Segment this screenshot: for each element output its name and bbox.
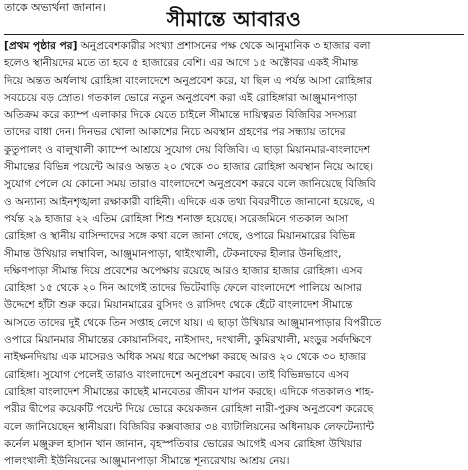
article-line: রোহিঙ্গা ১৫ থেকে ২০ দিন আগেই তাদের ভিটেবাড়ি ফেলে বাংলাদেশে পালিয়ে আসার bbox=[4, 282, 362, 295]
article-line: দিয়ে অন্তত অর্ধলাখ রোহিঙ্গা বাংলাদেশে অনুপ্রবেশ করে, যা ছিল এ পর্যন্ত আসা রোহিঙ্গার bbox=[4, 74, 373, 87]
article-line: রোহিঙ্গা ও স্থানীয় বাসিন্দাদের সঙ্গে কথা বলে জানা গেছে, ওপারে মিয়ানমারের বিভিন্ন bbox=[4, 230, 356, 243]
article-line: সবচেয়ে বড় স্রোত। গতকাল ভোরে নতুন অনুপ্রবেশ করা এই রোহিঙ্গারা আঞ্জুমানপাড়া bbox=[4, 91, 358, 104]
article-line: উদ্দেশে হাঁটা শুরু করে। মিয়ানমারের বুসিদং ও রাসিদং থেকে হেঁটে বাংলাদেশ সীমান্তে bbox=[4, 299, 353, 312]
article-line: দক্ষিণপাড়া সীমান্ত দিয়ে প্রবেশের অপেক্ষায় রয়েছে আরও হাজার হাজার রোহিঙ্গা। এসব bbox=[4, 264, 363, 277]
article-line: কর্নেল মঞ্জুরুল হাসান খান জানান, বৃহস্পতিবার ভোরের আগেই এসব রোহিঙ্গা উখিয়ার bbox=[4, 437, 362, 450]
article-line bbox=[4, 38, 466, 55]
article-line: কুতুপালং ও বালুখালী ক্যাম্পে আশ্রয়ে সুযোগ দেয় বিজিবি। এ ছাড়া মিয়ানমার-বাংলাদেশ bbox=[4, 143, 370, 156]
article-line: পালংখালী ইউনিয়নের আঞ্জুমানপাড়া সীমান্তে শূন্যরেখায় আশ্রয় নেয়। bbox=[4, 455, 290, 468]
article-line: বলে জানিয়েছেন স্থানীয়রা। বিজিবির কক্সবাজার ৩৪ ব্যাটালিয়নের অধিনায়ক লেফটেন্যান্ট bbox=[4, 420, 375, 433]
article-line: তাদের বাধা দেন। দিনভর খোলা আকাশের নিচে অবস্থান গ্রহণের পর সন্ধ্যায় তাদের bbox=[4, 126, 346, 139]
article-line: রোহিঙ্গা বাংলাদেশ সীমান্তের কাছেই মানবেতর জীবন যাপন করছে। এদিকে গতকালও শাহ- bbox=[4, 385, 374, 398]
article-line: সীমান্তের বিভিন্ন পয়েন্টে আরও অন্তত ২০ থেকে ৩০ হাজার রোহিঙ্গা অবস্থান নিয়ে আছে। bbox=[4, 161, 374, 174]
article-line: অতিক্রম করে ক্যাম্প এলাকার দিকে যেতে চাইলে সীমান্তে দায়িত্বরত বিজিবির সদস্যরা bbox=[4, 109, 357, 122]
article-line-text: অনুপ্রবেশকারীর সংখ্যা প্রশাসনের পক্ষ থেকে আনুমানিক ৩ হাজার বলা bbox=[77, 40, 371, 52]
article-line: নাইক্ষনদিয়ায় এক মাসেরও অধিক সময় ধরে অপেক্ষা করছে আরও ২০ থেকে ৩০ হাজার bbox=[4, 351, 367, 364]
article-body bbox=[4, 38, 466, 470]
headline: সীমান্তে আবারও bbox=[166, 7, 302, 31]
article-line: ও অন্যান্য আইনশৃঙ্খলা রক্ষাকারী বাহিনী। এদিকে এক তথ্য বিবরণীতে জানানো হয়েছে, এ bbox=[4, 195, 375, 208]
previous-article-fragment: তাকে অভ্যর্থনা জানান। bbox=[4, 1, 106, 14]
article-line: আসতে তাদের দুই থেকে তিন সপ্তাহ লেগে যায়। এ ছাড়া উখিয়ার আঞ্জুমানপাড়ার বিপরীতে bbox=[4, 316, 382, 329]
article-line: হলেও স্থানীয়দের মতে তা হবে ৫ হাজারের বেশি। এর আগে ১৫ অক্টোবর একই সীমান্ত bbox=[4, 57, 359, 70]
article-line: পর্যন্ত ২৯ হাজার ২২ এতিম রোহিঙ্গা শিশু শনাক্ত হয়েছে। সরেজমিনে গতকাল আসা bbox=[4, 212, 349, 225]
article-line: সীমান্ত উখিয়ার লম্বাবিল, আঞ্জুমানপাড়া, থাইংখালী, টেকনাফের হীলার উনছিপ্রাং, bbox=[4, 247, 342, 260]
article-line: সুযোগ পেলে যে কোনো সময় তারাও বাংলাদেশে অনুপ্রবেশ করবে বলে জানিয়েছে বিজিবি bbox=[4, 178, 376, 191]
headline-divider bbox=[4, 34, 464, 35]
article-line: পরীর দ্বীপের কয়েকটি পয়েন্ট দিয়ে ভোরে কয়েকজন রোহিঙ্গা নারী-পুরুষ অনুপ্রবেশ করেছে bbox=[4, 403, 374, 416]
continuation-label: [প্রথম পৃষ্ঠার পর] bbox=[4, 40, 78, 52]
article-line: রোহিঙ্গা। সুযোগ পেলেই তারাও বাংলাদেশে অনুপ্রবেশ করবে। তাই বিভিন্নভাবে এসব bbox=[4, 368, 350, 381]
article-line: ওপারে মিয়ানমার সীমান্তের কোয়ানসিবং, নাইসাদং, দংখালী, কুমিরখালী, মংড়ুর সর্বদক্ষিণে bbox=[4, 334, 372, 347]
